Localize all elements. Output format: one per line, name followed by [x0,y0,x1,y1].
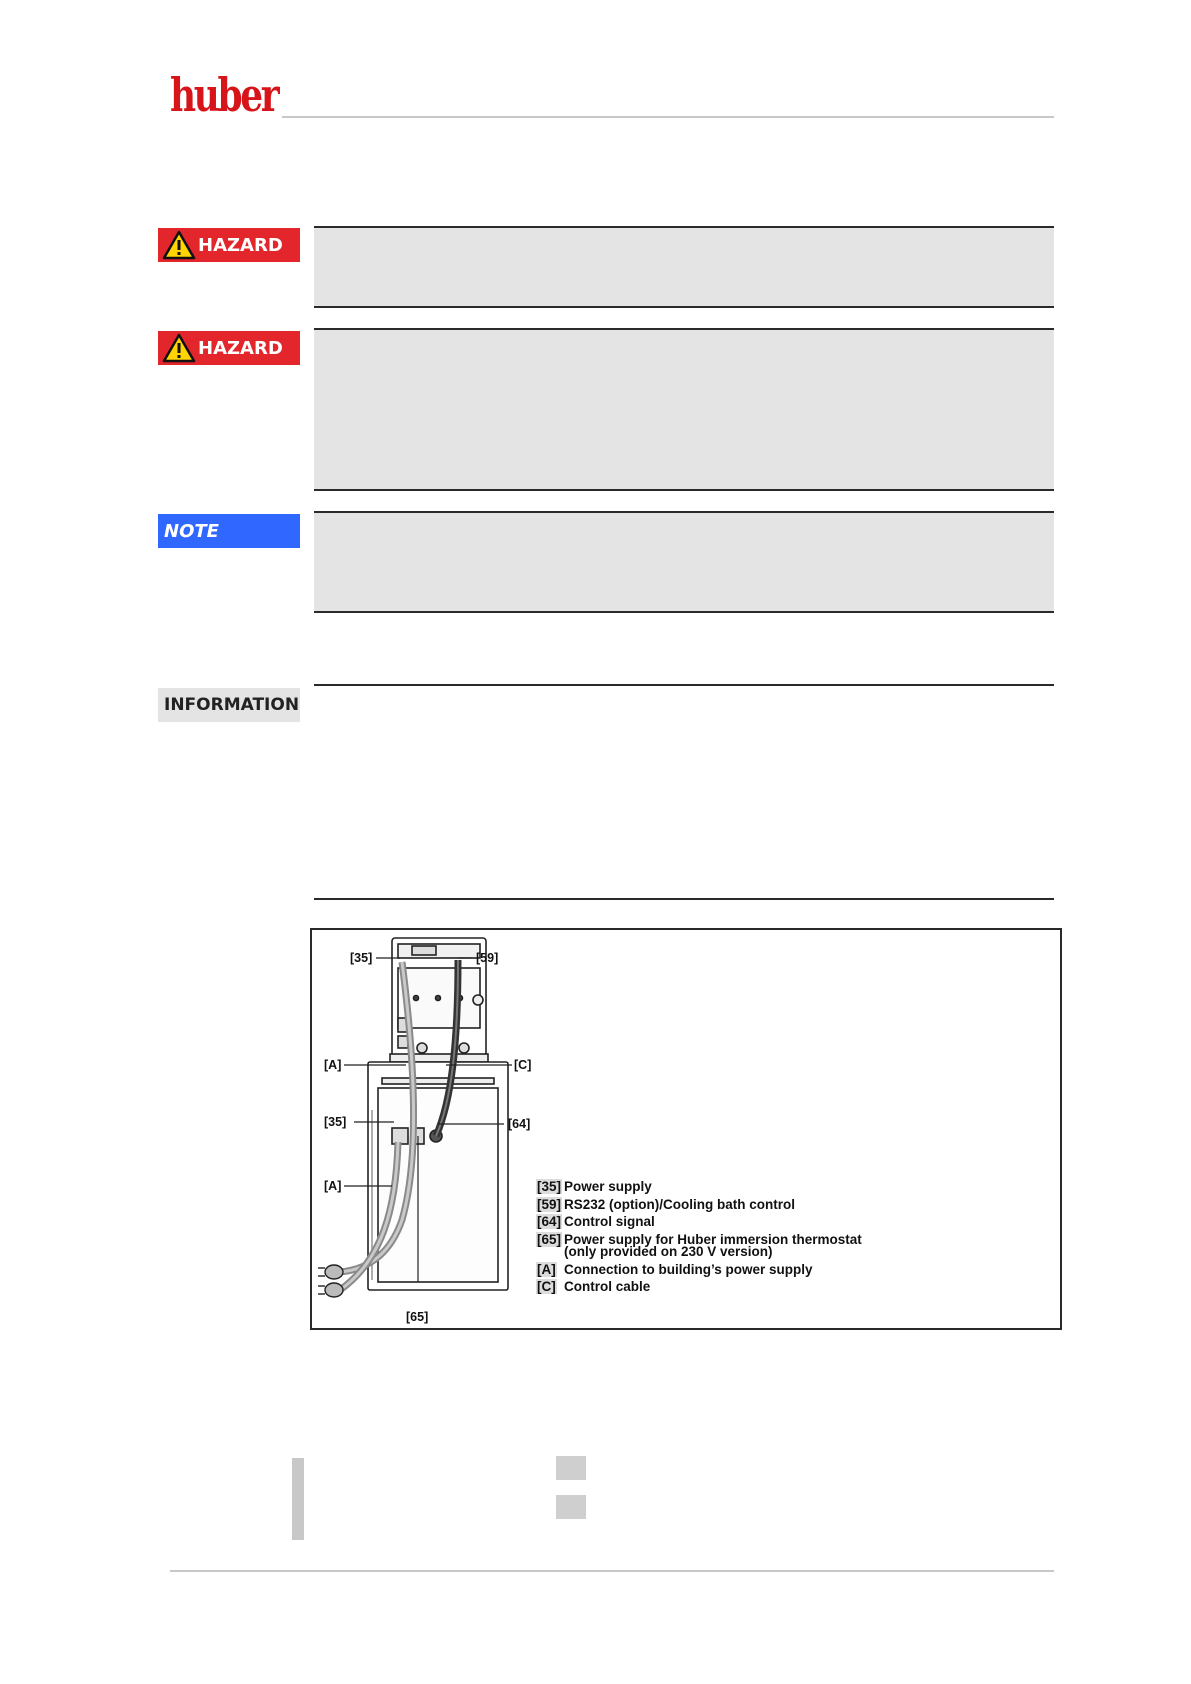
legend-text: Power supply for Huber immersion thermostat [564,1231,862,1247]
hazard-message-box-2 [314,328,1054,491]
callout-a-bottom: [A] [324,1179,342,1193]
information-label [158,688,300,722]
legend-row [536,1261,862,1279]
hazard-label-text: HAZARD [198,337,283,359]
legend-row [536,1213,862,1231]
legend-text: Control signal [564,1214,655,1229]
hazard-label-2 [158,331,300,365]
legend-code: [35] [537,1179,562,1194]
legend-code: [C] [537,1279,556,1294]
placeholder-square [556,1495,586,1519]
legend-row [536,1178,862,1196]
legend-row [536,1196,862,1214]
hazard-label-1 [158,228,300,262]
note-label [158,514,300,548]
callout-64: [64] [508,1117,531,1131]
note-label-text: NOTE [164,520,219,542]
hazard-label-text: HAZARD [198,234,283,256]
placeholder-square [556,1456,586,1480]
margin-bar [292,1458,304,1540]
legend-code: [A] [537,1261,556,1277]
legend-code: [64] [537,1214,562,1229]
information-message-box [314,684,1054,900]
callout-c: [C] [514,1058,532,1072]
bath-cabinet [368,1062,508,1290]
legend-text: Connection to building’s power supply [564,1261,813,1277]
callout-35-mid: [35] [324,1115,347,1129]
legend-text: RS232 (option)/Cooling bath control [564,1196,795,1212]
power-plugs [318,1265,343,1297]
figure-legend [536,1178,862,1296]
legend-text: Power supply [564,1179,652,1194]
information-label-text: INFORMATION [164,695,300,715]
legend-code: [59] [537,1196,562,1212]
note-message-box [314,511,1054,613]
huber-logo: huber [170,68,278,122]
legend-code: [65] [537,1231,562,1247]
legend-text: (only provided on 230 V version) [564,1244,773,1259]
footer-divider [170,1570,1054,1572]
callout-65: [65] [406,1310,429,1324]
warning-triangle-icon [162,230,196,260]
warning-triangle-icon [162,333,196,363]
callout-59: [59] [476,951,499,965]
callout-a-top: [A] [324,1058,342,1072]
hazard-message-box-1 [314,226,1054,308]
callout-35-top: [35] [350,951,373,965]
legend-text: Control cable [564,1279,651,1294]
legend-row [536,1278,862,1296]
header-divider [282,116,1054,118]
